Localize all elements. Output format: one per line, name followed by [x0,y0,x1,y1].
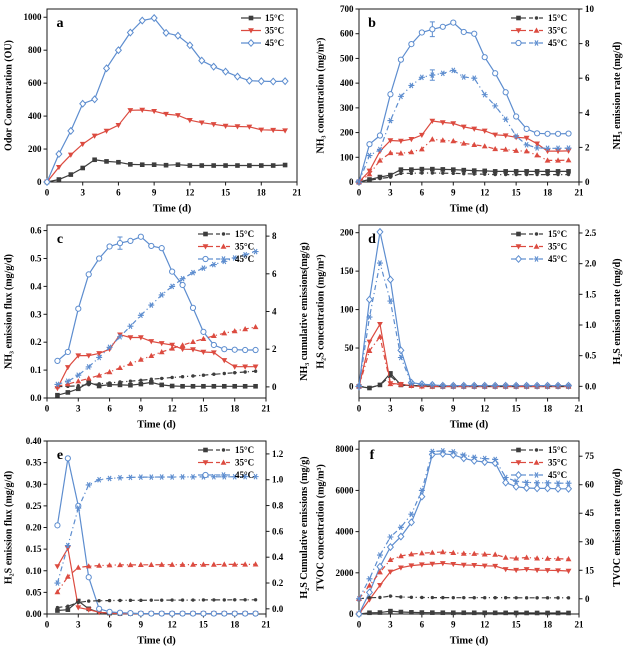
panel-b-y-left-label: NH₃ concentration (mg/m³) [315,37,327,154]
panel-b-y-right-axis [579,4,595,187]
x-tick-label: 18 [543,403,553,414]
panel-b [312,0,625,216]
y-tick-label: 0.05 [25,587,42,598]
y-tick-label: 1.0 [585,319,597,330]
y-tick-label: 45 [585,508,594,519]
y-tick-label: 0.40 [25,436,42,446]
panel-f-y-left-label: TVOC concentration (mg/m³) [315,464,327,591]
panel-b-letter: b [368,16,376,31]
x-tick-label: 0 [356,187,362,198]
panel-c-y-left-axis [30,226,47,403]
panel-c-series-45C-left [55,234,258,363]
y-tick-label: 0.6 [30,225,42,236]
y-tick-label: 8 [585,38,590,49]
x-tick-label: 6 [419,187,425,198]
x-tick-label: 3 [388,187,393,198]
panel-b-y-left-axis [340,4,359,187]
panel-b-legend [511,13,567,48]
x-tick-label: 9 [451,619,456,630]
y-tick-label: 0 [272,381,277,392]
x-tick-label: 15 [198,619,208,630]
panel-f-legend-item-15C [511,445,567,455]
panel-f-chart [312,432,625,648]
panel-e-plot-box [47,441,266,614]
y-tick-label: 500 [340,53,354,64]
y-tick-label: 0 [349,381,354,392]
y-tick-label: 6 [585,73,590,84]
y-tick-label: 6000 [335,485,354,496]
panel-e-y-left-axis [26,436,47,619]
panel-d-y-right-label: H₂S emission rate (mg/d) [612,258,623,365]
panel-b-legend-item-35C [511,26,567,36]
panel-d-legend-item-45C [511,254,567,264]
legend-label: 35°C [235,241,255,252]
y-tick-label: 0 [585,593,590,604]
panel-d-y-left-label: H₂S concentration (mg/m³) [315,254,327,369]
y-tick-label: 600 [28,78,42,89]
x-tick-label: 18 [230,403,240,414]
panel-c-chart [0,216,312,432]
y-tick-label: 75 [585,451,594,462]
panel-e-x-axis-label: Time (d) [137,635,176,647]
x-tick-label: 6 [107,619,112,630]
y-tick-label: 0 [349,177,354,187]
x-tick-label: 6 [419,619,425,630]
y-tick-label: 2.5 [585,227,597,238]
x-tick-label: 21 [261,403,271,414]
legend-label: 15°C [265,13,285,23]
x-tick-label: 21 [574,187,584,198]
legend-label: 45°C [235,254,255,264]
x-tick-label: 9 [138,619,144,630]
y-tick-label: 800 [28,45,42,56]
panel-c-legend-item-45C [198,254,254,264]
y-tick-label: 200 [28,144,42,155]
panel-e-chart [0,432,312,648]
y-tick-label: 300 [340,102,354,113]
y-tick-label: 0.1 [30,365,42,376]
y-tick-label: 10 [585,4,594,14]
y-tick-label: 4 [272,306,277,317]
x-tick-label: 3 [388,403,393,414]
panel-c-y-left-label: NH₃ emission flux (mg/g/d) [3,254,15,369]
x-tick-label: 0 [356,403,362,414]
y-tick-label: 0.5 [30,253,42,264]
panel-c-letter: c [56,232,64,247]
legend-label: 45°C [548,254,568,264]
panel-c-series-45C-right [54,249,258,387]
x-tick-label: 12 [167,619,177,630]
panel-b-legend-item-45C [511,38,567,48]
x-tick-label: 9 [451,187,456,198]
x-tick-label: 18 [543,619,553,630]
y-tick-label: 6 [272,268,277,279]
y-tick-label: 100 [340,152,354,163]
panel-d-legend-item-35C [511,242,567,252]
panel-b-series-45C-left [356,20,571,185]
panel-c-y-right-axis [266,231,277,392]
y-tick-label: 0.00 [25,609,42,619]
x-tick-label: 21 [574,403,584,414]
legend-label: 15°C [235,445,255,455]
panel-c-legend [198,229,254,264]
y-tick-label: 400 [340,78,354,89]
y-tick-label: 2 [585,142,590,153]
y-tick-label: 2000 [335,567,354,578]
panel-b-x-axis [357,182,584,198]
x-tick-label: 15 [511,619,521,630]
panel-e-x-axis [45,614,271,630]
panel-c-y-right-label: NH₃ cumulative emissions(mg/g) [299,242,310,381]
panel-d-y-right-axis [579,228,597,391]
panel-c-series-15C-right [56,370,258,389]
panel-a-legend-item-35C [241,26,284,36]
x-tick-label: 18 [230,619,240,630]
legend-label: 15°C [548,229,568,239]
x-tick-label: 15 [511,187,521,198]
y-tick-label: 0.4 [272,552,284,563]
x-tick-label: 12 [480,619,490,630]
panel-d-letter: d [368,232,376,247]
panel-f-x-axis [357,614,584,630]
panel-c [0,216,312,432]
legend-label: 35°C [548,457,568,468]
x-tick-label: 21 [574,619,584,630]
x-tick-label: 3 [80,187,85,198]
y-tick-label: 0.15 [25,544,42,555]
x-tick-label: 12 [167,403,177,414]
panel-e-y-right-label: H₂S Cumulative emissions (mg/g) [299,456,310,599]
panel-f-legend-item-45C [511,470,567,480]
panel-b-chart [312,0,625,216]
y-tick-label: 0.8 [272,500,284,511]
y-tick-label: 150 [340,266,354,277]
panel-f-plot-box [359,441,579,614]
panel-f-series-35C-left [356,561,571,617]
panel-e-series-45C-left [55,456,258,616]
legend-label: 15°C [548,445,568,455]
panel-e-legend-item-15C [198,445,254,455]
panel-d-x-axis [357,398,584,414]
y-tick-label: 15 [585,565,594,576]
legend-label: 45°C [265,38,285,48]
panel-d [312,216,625,432]
y-tick-label: 2.0 [585,258,597,269]
y-tick-label: 1.2 [272,448,284,459]
y-tick-label: 0.0 [30,393,42,403]
panel-e-legend-item-45C [198,470,254,480]
x-tick-label: 15 [221,187,231,198]
y-tick-label: 4 [585,107,590,118]
x-tick-label: 12 [480,403,490,414]
panel-a-series-15C-left [45,157,288,184]
x-tick-label: 3 [76,403,81,414]
panel-f-series-45C-right [356,448,572,601]
panel-f-y-right-axis [579,451,595,604]
panel-d-x-axis-label: Time (d) [449,419,489,431]
x-tick-label: 15 [511,403,521,414]
y-tick-label: 0.0 [585,381,597,392]
x-tick-label: 3 [76,619,81,630]
panel-f-x-axis-label: Time (d) [449,635,489,647]
x-tick-label: 21 [261,619,271,630]
y-tick-label: 0.10 [25,565,42,576]
panel-d-series-35C-left [356,322,571,389]
y-tick-label: 0 [349,609,354,619]
y-tick-label: 0 [585,177,590,187]
panel-d-legend-item-15C [511,229,567,239]
panel-a-x-axis [45,182,302,198]
legend-label: 15°C [235,229,255,239]
panel-f-legend-item-35C [511,458,567,468]
panel-e [0,432,312,648]
panel-a-series-35C-left [44,108,288,185]
panel-f-y-left-axis [336,444,360,619]
x-tick-label: 9 [151,187,157,198]
y-tick-label: 600 [340,28,354,39]
panel-e-series-45C-right [54,474,258,586]
panel-e-y-right-axis [266,449,284,614]
panel-e-letter: e [56,448,64,463]
x-tick-label: 6 [419,403,425,414]
y-tick-label: 0.6 [272,526,284,537]
x-tick-label: 15 [198,403,208,414]
legend-label: 45°C [548,470,568,480]
panel-e-series-35C-right [55,561,259,594]
x-tick-label: 18 [256,187,266,198]
y-tick-label: 0.25 [25,500,42,511]
panel-a-y-left-label: Odor Concentration (OU) [3,40,15,151]
legend-label: 45°C [548,38,568,48]
panel-c-legend-item-35C [198,242,254,252]
panel-f-y-right-label: TVOC emission rate (mg/d) [612,468,623,587]
panel-c-legend-item-15C [198,229,254,239]
panel-d-series-35C-right [356,334,571,389]
panel-b-x-axis-label: Time (d) [449,203,489,215]
legend-label: 35°C [548,241,568,252]
panel-d-series-45C-left [356,229,571,390]
x-tick-label: 12 [185,187,195,198]
y-tick-label: 0.20 [25,522,42,533]
panel-e-y-left-label: H₂S emission flux (mg/g/d) [3,470,15,585]
y-tick-label: 30 [585,536,594,547]
legend-label: 35°C [548,25,568,36]
panel-b-legend-item-15C [511,13,567,23]
y-tick-label: 700 [340,4,354,14]
panel-b-y-right-label: NH₃ emission rate (mg/d) [612,41,623,150]
y-tick-label: 0.30 [25,479,42,490]
panel-e-legend-item-35C [198,458,254,468]
x-tick-label: 18 [543,187,553,198]
y-tick-label: 200 [340,227,354,238]
y-tick-label: 4000 [335,526,354,537]
x-tick-label: 0 [356,619,362,630]
panel-c-plot-box [47,225,266,398]
x-tick-label: 21 [292,187,302,198]
y-tick-label: 400 [28,111,42,122]
legend-label: 35°C [235,457,255,468]
legend-label: 45°C [235,470,255,480]
panel-a [0,0,312,216]
panel-a-y-left-axis [24,12,48,187]
y-tick-label: 0.4 [30,281,42,292]
panel-d-legend [511,229,567,264]
panel-a-legend-item-45C [241,38,284,48]
y-tick-label: 2 [272,344,277,355]
y-tick-label: 1000 [23,12,42,23]
y-tick-label: 100 [340,304,354,315]
y-tick-label: 0.35 [25,457,42,468]
panel-a-legend [241,13,284,48]
x-tick-label: 3 [388,619,393,630]
panel-f-legend [511,445,567,480]
y-tick-label: 0.3 [30,309,42,320]
x-tick-label: 0 [44,619,50,630]
x-tick-label: 12 [480,187,490,198]
y-tick-label: 0.2 [30,337,42,348]
y-tick-label: 200 [340,127,354,138]
x-tick-label: 0 [44,187,50,198]
panel-c-series-15C-left [55,380,258,397]
panel-f-letter: f [369,448,375,463]
y-tick-label: 0.0 [272,603,284,614]
panel-d-chart [312,216,625,432]
y-tick-label: 8 [272,231,277,242]
panel-c-x-axis-label: Time (d) [137,419,176,431]
panel-a-legend-item-15C [241,13,284,23]
x-tick-label: 9 [451,403,456,414]
legend-label: 15°C [548,13,568,23]
panel-c-series-35C-left [55,332,259,391]
panel-a-x-axis-label: Time (d) [152,203,192,215]
x-tick-label: 0 [44,403,50,414]
legend-label: 35°C [265,25,285,36]
y-tick-label: 0 [37,177,42,187]
panel-d-y-left-axis [340,228,359,392]
x-tick-label: 6 [107,403,112,414]
y-tick-label: 1.5 [585,289,597,300]
panel-e-legend [198,445,254,480]
panel-f-series-15C-right [357,594,570,600]
panel-f-series-15C-left [357,609,571,616]
x-tick-label: 6 [116,187,121,198]
y-tick-label: 0.2 [272,578,284,589]
y-tick-label: 50 [344,343,354,354]
panel-a-letter: a [56,16,64,31]
panel-a-plot-box [47,9,297,182]
y-tick-label: 60 [585,479,594,490]
y-tick-label: 1.0 [272,474,284,485]
panel-f [312,432,625,648]
y-tick-label: 0.5 [585,350,597,361]
panel-c-x-axis [45,398,271,414]
x-tick-label: 9 [138,403,144,414]
panel-a-chart [0,0,312,216]
y-tick-label: 8000 [335,444,354,455]
